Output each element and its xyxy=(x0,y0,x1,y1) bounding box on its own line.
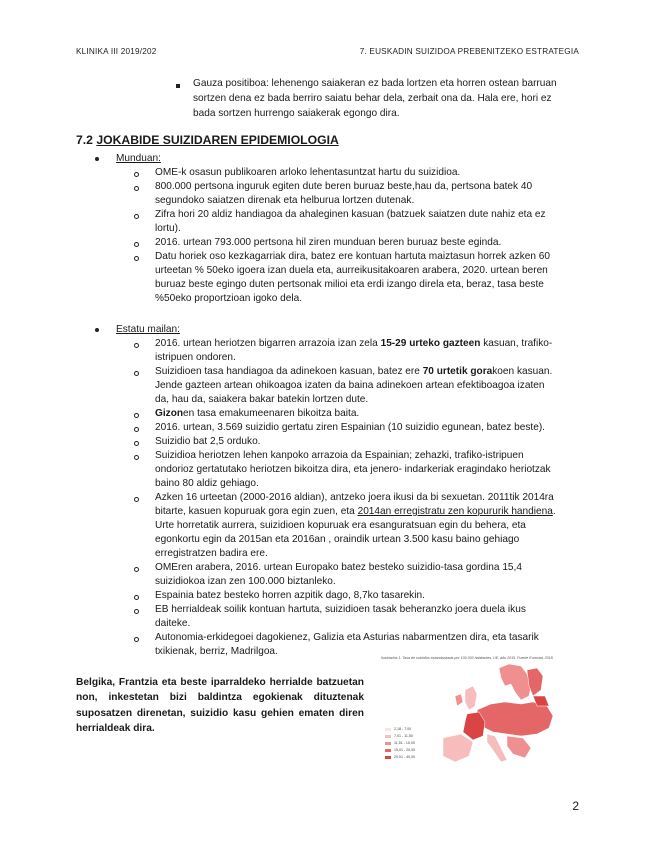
list-item xyxy=(155,406,579,421)
bullet-icon xyxy=(95,328,99,332)
legend-swatch xyxy=(385,735,391,738)
legend-item xyxy=(385,747,415,754)
list-item xyxy=(155,364,579,379)
text-run: 2016. urtean heriotzen bigarren arrazoia izan zela xyxy=(155,338,381,349)
legend-item xyxy=(385,754,415,761)
list-item-cont: suizidiokoa izan zen 100.000 biztanleko. xyxy=(155,576,336,587)
legend-label: 2,18 - 7,00 xyxy=(394,727,412,731)
text-run: koen kasuan. xyxy=(492,366,553,377)
circle-bullet-icon xyxy=(134,256,139,261)
legend-label: 7,01 - 11,50 xyxy=(394,734,413,738)
list-item: 2016. urtean 793.000 pertsona hil ziren munduan beren buruaz beste eginda. xyxy=(155,237,502,248)
circle-bullet-icon xyxy=(134,343,139,348)
legend-swatch xyxy=(385,756,391,759)
list-item-cont: buruaz beste egingo duten pertsonak milioi eta erdi izango direla eta, beraz, tasa beste xyxy=(155,279,544,290)
list-item xyxy=(155,336,579,351)
list-item-cont: erregistratzen badira ere. xyxy=(155,548,268,559)
text-run: . xyxy=(552,506,556,517)
section-number: 7.2 xyxy=(76,133,93,147)
list-item-cont: daiteke. xyxy=(155,618,191,629)
circle-bullet-icon xyxy=(134,497,139,502)
estatu-label: Estatu mailan: xyxy=(116,324,180,335)
circle-bullet-icon xyxy=(134,371,139,376)
text-run: en tasa emakumeenaren bikoitza baita. xyxy=(183,408,360,419)
circle-bullet-icon xyxy=(134,172,139,177)
circle-bullet-icon xyxy=(134,441,139,446)
map-region-iberia xyxy=(443,734,473,762)
list-item: OMEren arabera, 2016. urtean Europako batez besteko suizidio-tasa gordina 15,4 xyxy=(155,562,522,573)
legend-label: 20,01 - 40,00 xyxy=(394,755,416,759)
map-region-central-europe xyxy=(477,702,553,736)
list-item-cont: baino 80 aldiz gehiago. xyxy=(155,478,259,489)
mundu-label: Munduan: xyxy=(116,153,161,164)
map-region-balkans xyxy=(507,736,531,758)
section-heading xyxy=(76,133,339,147)
list-item: Autonomia-erkidegoei dagokienez, Galizia eta Asturias nabarmentzen dira, eta tasarik xyxy=(155,632,539,643)
list-item-cont: urteetan % 50eko igoera izan duela eta, aurreikusitakoaren arabera, 2020. urtean beren xyxy=(155,265,548,276)
circle-bullet-icon xyxy=(134,637,139,642)
list-item: Espainia batez besteko horren azpitik dago, 8,7ko tasarekin. xyxy=(155,590,425,601)
list-item: Zifra hori 20 aldiz handiagoa da ahaleginen kasuan (batzuek saiatzen dute nahiz eta ez xyxy=(155,209,546,220)
list-item-cont: txikienak, berriz, Madrilgoa. xyxy=(155,646,278,657)
circle-bullet-icon xyxy=(134,186,139,191)
header-right: 7. EUSKADIN SUIZIDOA PREBENITZEKO ESTRATEGIA xyxy=(359,47,579,56)
list-item-cont xyxy=(155,504,579,519)
list-item-cont: egonkortu egin da 2015an eta 2016an , oraindik urtean 3.500 kasu baino gehiago xyxy=(155,534,520,545)
map-region-uk xyxy=(465,686,477,710)
page-number: 2 xyxy=(572,799,579,813)
legend-swatch xyxy=(385,728,391,731)
list-item: 800.000 pertsona inguruk egiten dute beren buruaz beste,hau da, pertsona batek 40 xyxy=(155,181,533,192)
list-item-cont: lortu). xyxy=(155,223,181,234)
text-run: Suizidioen tasa handiagoa da adinekoen kasuan, batez ere xyxy=(155,366,423,377)
list-item: Suizidio bat 2,5 orduko. xyxy=(155,436,261,447)
map-region-italy xyxy=(487,734,507,762)
map-region-scandinavia xyxy=(499,664,531,700)
circle-bullet-icon xyxy=(134,413,139,418)
text-run: bitarte, kasuen kopuruak gora egin zuen, eta xyxy=(155,506,358,517)
legend-swatch xyxy=(385,742,391,745)
text-bold: Gizon xyxy=(155,408,184,419)
map-region-ireland xyxy=(455,694,463,706)
circle-bullet-icon xyxy=(134,609,139,614)
list-item: Suizidioa heriotzen lehen kanpoko arrazoia da Espainian; zehazki, trafiko-istripuen xyxy=(155,450,524,461)
list-item: OME-k osasun publikoaren arloko lehentasuntzat hartu du suizidioa. xyxy=(155,167,461,178)
intro-line: bada sortzen hurrengo saiakerak egongo dira. xyxy=(193,108,400,119)
bullet-icon xyxy=(95,157,99,161)
intro-line: Gauza positiboa: lehenengo saiakeran ez bada lortzen eta horren ostean barruan xyxy=(193,78,557,89)
legend-item xyxy=(385,726,415,733)
section-title: JOKABIDE SUIZIDAREN EPIDEMIOLOGIA xyxy=(96,133,339,147)
map-region-france xyxy=(463,712,485,740)
list-item: EB herrialdeak soilik kontuan hartuta, suizidioen tasak beheranzko joera duela ikus xyxy=(155,604,526,615)
text-run: kasuan, trafiko- xyxy=(480,338,553,349)
intro-line: sortzen dena ez bada berriro saiatu behar dela, zerbait ona da. Hala ere, hori ez xyxy=(193,93,552,104)
circle-bullet-icon xyxy=(134,214,139,219)
square-bullet-icon xyxy=(176,84,180,88)
text-bold: 15-29 urteko gazteen xyxy=(380,338,481,349)
legend-item xyxy=(385,740,415,747)
list-item-cont: da, hau da, saiakera bakar batekin lortzen dute. xyxy=(155,394,369,405)
list-item-cont: %50eko proportzioan igoko dela. xyxy=(155,293,303,304)
list-item-cont: istripuen ondoren. xyxy=(155,352,236,363)
map-legend xyxy=(385,726,415,761)
header-left: KLINIKA III 2019/202 xyxy=(76,47,157,56)
circle-bullet-icon xyxy=(134,427,139,432)
list-item: Datu horiek oso kezkagarriak dira, batez ere kontuan hartuta maiztasun horrek azken 60 xyxy=(155,251,550,262)
circle-bullet-icon xyxy=(134,455,139,460)
bottom-paragraph: Belgika, Frantzia eta beste iparraldeko herrialde batzuetan non, inkestetan bizi baldintza egokienak dituztenak suposatzen direnetan, suizidio kasu gehien ematen diren herrialdeak dira. xyxy=(76,677,364,735)
text-bold: 70 urtetik gora xyxy=(422,366,493,377)
legend-item xyxy=(385,733,415,740)
list-item: Azken 16 urteetan (2000-2016 aldian), antzeko joera ikusi da bi sexuetan. 2011tik 2014ra xyxy=(155,492,554,503)
map-caption: Ilustrazioa 1. Tasa de suicidios estandarizada por 100.000 habitantes. UE, año 2015. Fuente Eurostat, 2018. xyxy=(381,656,554,660)
circle-bullet-icon xyxy=(134,595,139,600)
list-item-cont: ondorioz gertatutako heriotzen bikoitza dira, eta jenero- indarkeriak eragindako heriotzak xyxy=(155,464,551,475)
legend-label: 11,51 - 15,00 xyxy=(394,741,415,745)
text-underlined: 2014an erregistratu zen kopururik handiena xyxy=(357,506,553,517)
circle-bullet-icon xyxy=(134,567,139,572)
circle-bullet-icon xyxy=(134,242,139,247)
list-item-cont: Jende gazteen artean ohikoagoa izaten da baina adinekoen artean efektiboagoa izaten xyxy=(155,380,545,391)
list-item-cont: segundoko saiatzen direnak eta helburua lortzen dutenak. xyxy=(155,195,415,206)
legend-swatch xyxy=(385,749,391,752)
legend-label: 15,01 - 20,00 xyxy=(394,748,416,752)
europe-map-figure xyxy=(381,656,571,776)
list-item-cont: Urte horretatik aurrera, suizidioen kopuruak era esanguratsuan egin du behera, eta xyxy=(155,520,526,531)
list-item: 2016. urtean, 3.569 suizidio gertatu ziren Espainian (10 suizidio egunean, batez beste). xyxy=(155,422,545,433)
